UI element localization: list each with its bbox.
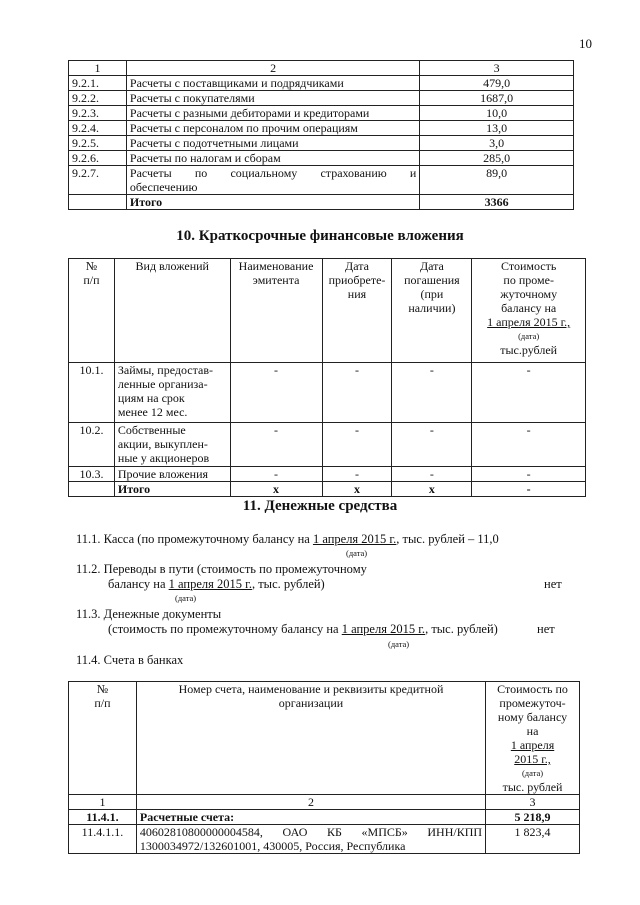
row-value: 5 218,9 (486, 810, 580, 825)
empty-cell (69, 482, 115, 497)
date-value: 1 апреля 2015 г. (312, 532, 397, 546)
row-value: 3,0 (420, 136, 574, 151)
row-num: 9.2.1. (69, 76, 127, 91)
row-acq: - (322, 363, 392, 423)
row-value: 89,0 (420, 166, 574, 195)
row-name-line1: 40602810800000004584, ОАО КБ «МПСБ» ИНН/КПП (139, 825, 483, 839)
row-num: 11.4.1. (69, 810, 137, 825)
item-11-3-value: нет (537, 622, 555, 636)
total-issuer: x (230, 482, 322, 497)
row-value: 1 823,4 (486, 825, 580, 854)
row-value: 479,0 (420, 76, 574, 91)
header-cost: Стоимость по промежуточ- ному балансу на 1 апреля 2015 г., (дата) тыс. рублей (486, 682, 580, 795)
header-cost: Стоимость по проме- жуточному балансу на 1 апреля 2015 г., (дата) тыс.рублей (472, 259, 586, 363)
colnum-row (69, 795, 580, 810)
row-name: Расчеты с покупателями (126, 91, 419, 106)
item-11-2-line2: балансу на 1 апреля 2015 г., тыс. рублей) (108, 577, 325, 591)
row-value: 1687,0 (420, 91, 574, 106)
row-name (136, 825, 485, 854)
section-10-title: 10. Краткосрочные финансовые вложения (176, 228, 464, 244)
row-name-line1: Расчеты по социальному страхованию и (129, 166, 417, 180)
item-11-4: 11.4. Счета в банках (76, 653, 184, 667)
header-repayment-date: Дата погашения (при наличии) (392, 259, 472, 363)
date-hint: (дата) (521, 768, 544, 778)
row-name: Расчеты с подотчетными лицами (126, 136, 419, 151)
header-num: № п/п (69, 682, 137, 795)
total-acq: x (322, 482, 392, 497)
row-num: 9.2.4. (69, 121, 127, 136)
item-11-3-line1: 11.3. Денежные документы (76, 607, 222, 621)
total-row (69, 482, 586, 497)
date-hint: (дата) (518, 331, 540, 341)
row-value: 10,0 (420, 106, 574, 121)
table-row (69, 106, 574, 121)
row-kind: Прочие вложения (114, 467, 230, 482)
row-num: 9.2.6. (69, 151, 127, 166)
empty-cell (69, 195, 127, 210)
table-row (69, 136, 574, 151)
row-kind: Займы, предостав- ленные организа- циям на срок менее 12 мес. (114, 363, 230, 423)
row-name: Расчеты по налогам и сборам (126, 151, 419, 166)
header-name: Номер счета, наименование и реквизиты кредитной организации (136, 682, 485, 795)
date-hint: (дата) (175, 593, 197, 603)
row-cost: - (472, 423, 586, 467)
cost-unit: тыс. рублей (502, 780, 563, 794)
row-name: Расчеты с разными дебиторами и кредиторами (126, 106, 419, 121)
date-hint: (дата) (388, 639, 410, 649)
cost-date: 1 апреля (510, 738, 555, 752)
table-row (69, 423, 586, 467)
header-kind: Вид вложений (114, 259, 230, 363)
row-num: 10.2. (69, 423, 115, 467)
row-value: 13,0 (420, 121, 574, 136)
total-label: Итого (114, 482, 230, 497)
row-num: 10.3. (69, 467, 115, 482)
row-cost: - (472, 467, 586, 482)
row-name (126, 166, 419, 195)
colnum-3: 3 (420, 61, 574, 76)
table-row (69, 166, 574, 195)
date-value: 1 апреля 2015 г. (168, 577, 252, 591)
bank-accounts-table (68, 681, 580, 854)
colnum-1: 1 (69, 61, 127, 76)
table-header-row (69, 259, 586, 363)
cost-unit: тыс.рублей (500, 343, 558, 357)
row-issuer: - (230, 423, 322, 467)
row-name-line2: обеспечению (129, 180, 198, 194)
row-num: 9.2.2. (69, 91, 127, 106)
table-row (69, 467, 586, 482)
total-cost: - (472, 482, 586, 497)
item-11-2-line1: 11.2. Переводы в пути (стоимость по промежуточному (76, 562, 367, 576)
table-row (69, 363, 586, 423)
table-row (69, 825, 580, 854)
date-value: 1 апреля 2015 г. (341, 622, 426, 636)
total-label: Итого (126, 195, 419, 210)
row-acq: - (322, 423, 392, 467)
row-value: 285,0 (420, 151, 574, 166)
short-term-investments-table (68, 258, 586, 497)
table-row (69, 151, 574, 166)
item-11-3-line2: (стоимость по промежуточному балансу на 1 апреля 2015 г., тыс. рублей) (108, 622, 498, 636)
row-name: Расчетные счета: (136, 810, 485, 825)
header-num: № п/п (69, 259, 115, 363)
table-row (69, 810, 580, 825)
row-num: 11.4.1.1. (69, 825, 137, 854)
receivables-table (68, 60, 574, 210)
table-row (69, 91, 574, 106)
row-repay: - (392, 363, 472, 423)
cost-date-year: 2015 г., (514, 752, 551, 766)
section-11-title: 11. Денежные средства (242, 498, 398, 514)
date-hint: (дата) (346, 548, 368, 558)
table-header-row (69, 61, 574, 76)
colnum-2: 2 (136, 795, 485, 810)
row-cost: - (472, 363, 586, 423)
row-name: Расчеты с персоналом по прочим операциям (126, 121, 419, 136)
row-repay: - (392, 467, 472, 482)
row-num: 10.1. (69, 363, 115, 423)
row-num: 9.2.3. (69, 106, 127, 121)
row-num: 9.2.7. (69, 166, 127, 195)
colnum-1: 1 (69, 795, 137, 810)
row-acq: - (322, 467, 392, 482)
table-row (69, 76, 574, 91)
row-repay: - (392, 423, 472, 467)
row-num: 9.2.5. (69, 136, 127, 151)
row-issuer: - (230, 467, 322, 482)
total-row (69, 195, 574, 210)
item-11-2-value: нет (544, 577, 562, 591)
row-name: Расчеты с поставщиками и подрядчиками (126, 76, 419, 91)
header-acquisition-date: Дата приобрете- ния (322, 259, 392, 363)
page-number: 10 (579, 36, 592, 51)
row-kind: Собственные акции, выкуплен- ные у акционеров (114, 423, 230, 467)
cost-date: 1 апреля 2015 г., (487, 315, 571, 329)
item-11-1: 11.1. Касса (по промежуточному балансу на 1 апреля 2015 г., тыс. рублей – 11,0 (76, 532, 499, 546)
table-row (69, 121, 574, 136)
row-name-line2: 1300034972/132601001, 430005, Россия, Республика (139, 839, 406, 853)
total-repay: x (392, 482, 472, 497)
colnum-3: 3 (486, 795, 580, 810)
row-issuer: - (230, 363, 322, 423)
colnum-2: 2 (126, 61, 419, 76)
header-issuer: Наименование эмитента (230, 259, 322, 363)
table-header-row (69, 682, 580, 795)
total-value: 3366 (420, 195, 574, 210)
